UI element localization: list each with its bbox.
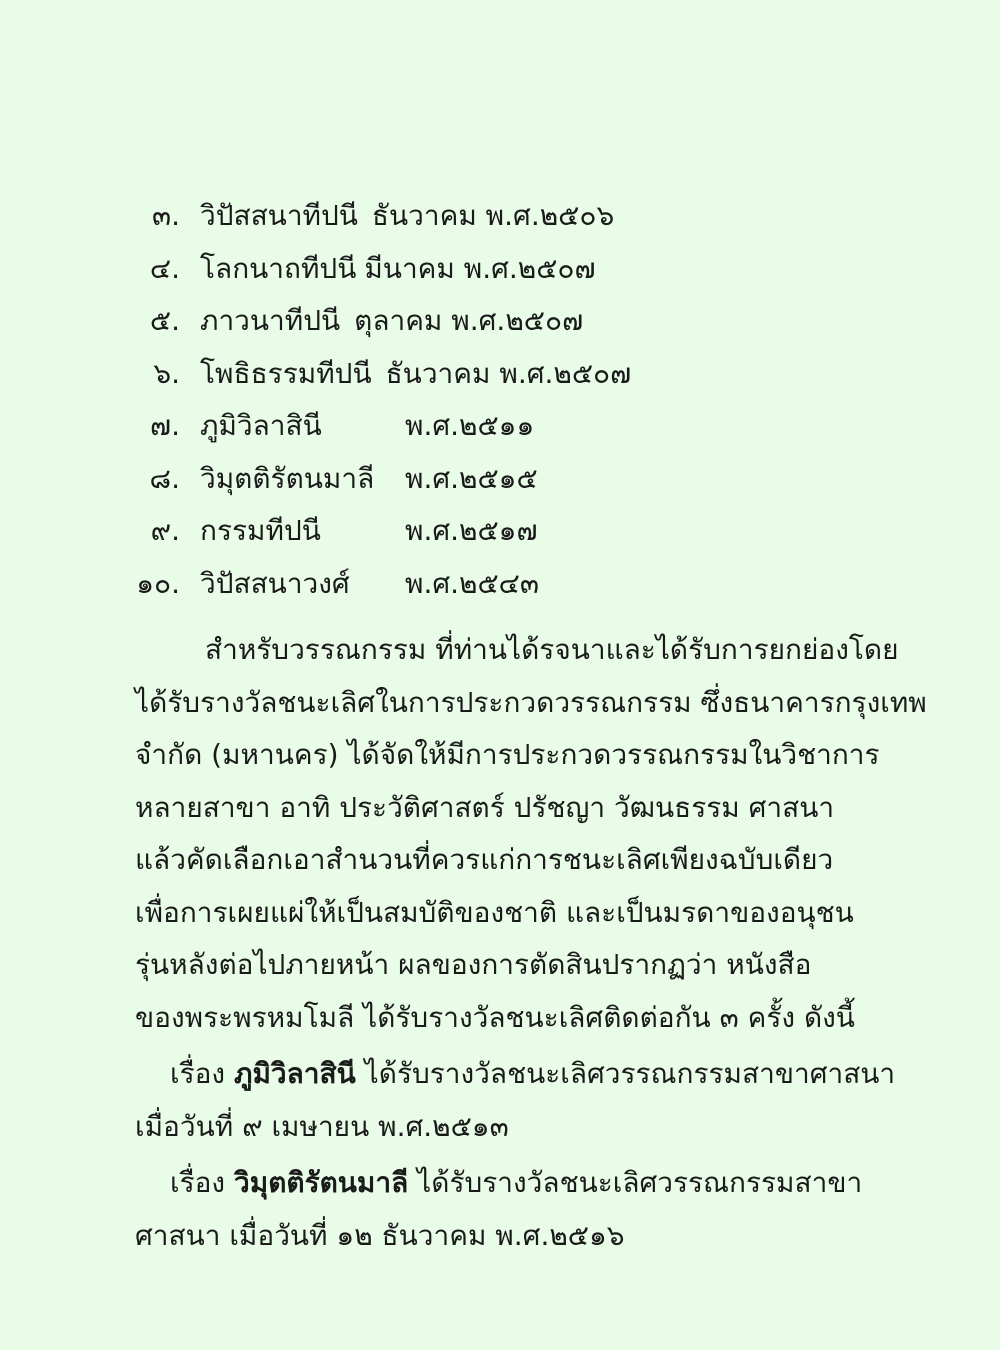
item-title: วิปัสสนาทีปนี <box>200 199 358 232</box>
item-number: ๓. <box>151 199 180 232</box>
award-date-line: ศาสนา เมื่อวันที่ ๑๒ ธันวาคม พ.ศ.๒๕๑๖ <box>135 1218 625 1252</box>
list-item <box>130 505 830 558</box>
item-date: พ.ศ.๒๕๑๕ <box>405 461 538 495</box>
works-list <box>130 190 830 610</box>
item-number: ๔. <box>149 251 180 285</box>
body-text <box>135 624 927 1262</box>
award-title: ภูมิวิลาสินี <box>234 1057 356 1090</box>
award-description: ได้รับรางวัลชนะเลิศวรรณกรรมสาขาศาสนา <box>364 1057 896 1090</box>
paragraph-line: ได้รับรางวัลชนะเลิศในการประกวดวรรณกรรม ซึ่งธนาคารกรุงเทพ <box>135 685 927 719</box>
item-title: โลกนาถทีปนี <box>200 251 357 285</box>
item-title-line <box>200 190 614 242</box>
paragraph-line: สำหรับวรรณกรรม ที่ท่านได้รจนาและได้รับการยกย่องโดย <box>205 633 899 666</box>
item-title-line <box>200 348 631 400</box>
item-number: ๖. <box>153 356 180 390</box>
item-title: โพธิธรรมทีปนี <box>200 356 372 390</box>
item-date: พ.ศ.๒๕๔๓ <box>405 566 540 600</box>
list-item <box>130 190 830 243</box>
item-date: มีนาคม พ.ศ.๒๕๐๗ <box>364 251 596 285</box>
paragraph-line: รุ่นหลังต่อไปภายหน้า ผลของการตัดสินปรากฏว่า หนังสือ <box>135 948 812 981</box>
item-title: ภูมิวิลาสินี <box>200 409 322 442</box>
award-prefix: เรื่อง <box>170 1057 226 1090</box>
paragraph-line: จำกัด (มหานคร) ได้จัดให้มีการประกวดวรรณกรรมในวิชาการ <box>135 738 880 771</box>
item-date: ตุลาคม พ.ศ.๒๕๐๗ <box>354 304 584 337</box>
list-item <box>130 558 830 611</box>
award-line <box>135 1157 863 1210</box>
item-title: ภาวนาทีปนี <box>200 304 341 337</box>
award-title: วิมุตติรัตนมาลี <box>234 1166 409 1199</box>
item-title: วิปัสสนาวงศ์ <box>200 566 350 600</box>
item-number: ๑๐. <box>136 566 180 600</box>
item-title-line <box>200 243 596 295</box>
item-number: ๘. <box>149 461 180 495</box>
list-item <box>130 295 830 348</box>
item-title: กรรมทีปนี <box>200 514 321 547</box>
item-title-line <box>200 295 583 347</box>
paragraph-line: ของพระพรหมโมลี ได้รับรางวัลชนะเลิศติดต่อกัน ๓ ครั้ง ดังนี้ <box>135 1000 855 1034</box>
list-item <box>130 400 830 453</box>
item-date: พ.ศ.๒๕๑๗ <box>405 514 538 547</box>
item-date: ธันวาคม พ.ศ.๒๕๐๗ <box>385 356 632 390</box>
item-date: พ.ศ.๒๕๑๑ <box>405 409 535 442</box>
item-number: ๕. <box>149 304 180 337</box>
item-number: ๙. <box>150 514 180 547</box>
paragraph-line: เพื่อการเผยแผ่ให้เป็นสมบัติของชาติ และเป็นมรดาของอนุชน <box>135 895 854 929</box>
list-item <box>130 453 830 506</box>
list-item <box>130 243 830 296</box>
paragraph-line: หลายสาขา อาทิ ประวัติศาสตร์ ปรัชญา วัฒนธรรม ศาสนา <box>135 790 835 824</box>
paragraph-line: แล้วคัดเลือกเอาสำนวนที่ควรแก่การชนะเลิศเพียงฉบับเดียว <box>135 843 834 876</box>
list-item <box>130 348 830 401</box>
award-prefix: เรื่อง <box>170 1166 226 1199</box>
item-title: วิมุตติรัตนมาลี <box>200 461 375 495</box>
award-date-line: เมื่อวันที่ ๙ เมษายน พ.ศ.๒๕๑๓ <box>135 1109 509 1143</box>
item-date: ธันวาคม พ.ศ.๒๕๐๖ <box>371 199 615 232</box>
award-description: ได้รับรางวัลชนะเลิศวรรณกรรมสาขา <box>417 1166 863 1199</box>
award-line <box>135 1048 896 1101</box>
item-number: ๗. <box>150 409 180 442</box>
